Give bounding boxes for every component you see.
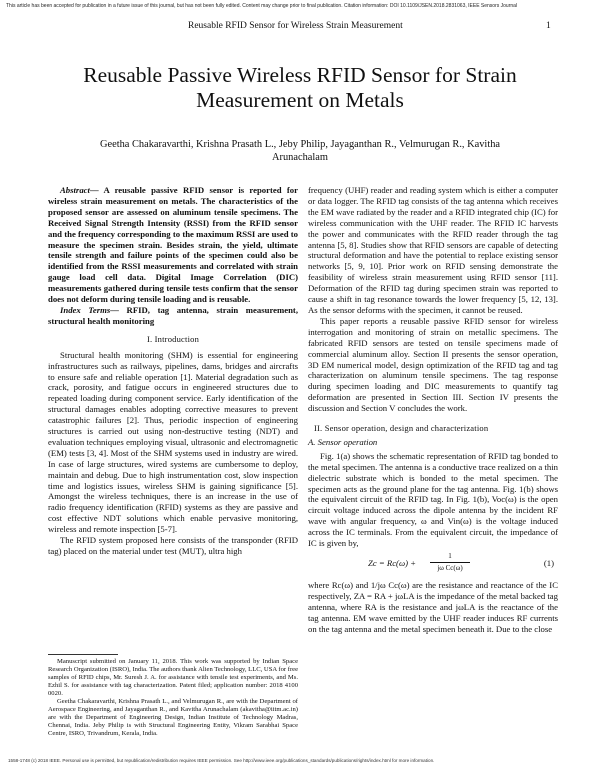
subsection-heading-a: A. Sensor operation (308, 436, 378, 447)
intro-paragraph-2: The RFID system proposed here consists of the transponder (RFID tag) placed on the material under test (MUT), ultra high (48, 535, 298, 556)
index-terms-label: Index Terms (60, 304, 111, 315)
index-terms: Index Terms— RFID, tag antenna, strain measurement, structural health monitoring (48, 304, 298, 326)
right-column (308, 185, 558, 635)
paper-title: Reusable Passive Wireless RFID Sensor for Strain Measurement on Metals (83, 63, 517, 112)
footnote-divider (48, 654, 118, 655)
footnote-paragraph-2: Geetha Chakaravarthi, Krishna Prasath L., and Velmurugan R., are with the Department of Aerospace Engineering, and Jayaganthan R., and Kavitha Arunachalam (akavitha@iitm.ac.in) are with the Department of Engineering Design, Indian Institute of Technology Madras, Chennai, India. Jeby Philip is with Structural Engineering Entity, Vikram Sarabhai Space Centre, ISRO, Trivandrum, Kerala, India. (48, 698, 298, 737)
index-terms-text: RFID, tag antenna, strain measurement, structural health monitoring (48, 304, 298, 326)
footnote-paragraph-1: Manuscript submitted on January 11, 2018. This work was supported by Indian Space Research Organization (ISRO), India. The authors thank Alien Technology, LLC, USA for free samples of RFID chips, Mr. Suresh J. A. for assistance with tensile test experiments, and Ms. Ezhil S. for assistance with tag characterization. Patent filed; application number: 2018 4100 0020. (48, 658, 298, 697)
equation-1 (308, 551, 558, 578)
equation-lhs: Zc = Rc(ω) + (368, 558, 417, 568)
equation-numerator: 1 (430, 551, 470, 563)
journal-notice: This article has been accepted for publication in a future issue of this journal, but has not been fully edited. Content may change prior to final publication. Citation information: DOI 10.1109/JSEN.2018.2831063, IEEE Sensors Journal (6, 3, 518, 9)
author-list: Geetha Chakaravarthi, Krishna Prasath L., Jeby Philip, Jayaganthan R., Velmurugan R., Kavitha Arunachalam (99, 139, 501, 163)
equation-number: (1) (543, 558, 554, 568)
section-heading-sensor-operation: II. Sensor operation, design and characterization (314, 423, 489, 434)
abstract: Abstract— A reusable passive RFID sensor is reported for wireless strain measurement on metals. The characteristics of the proposed sensor are assessed on aluminum tensile specimens. The Received Signal Strength Intensity (RSSI) from the RFID sensor and the frequency corresponding to the maximum RSSI are used to measure the specimen strain. Besides strain, the yield, ultimate tensile strength and failure points of the specimen could also be identified from the RSSI measurements and correlated with strain gauge load cell data. Digital Image Correlation (DIC) measurements gathered during tensile tests confirm that the sensor does not deform during tensile loading and is reusable. (48, 185, 298, 305)
footnote (48, 658, 298, 738)
running-header-title: Reusable RFID Sensor for Wireless Strain Measurement (188, 21, 403, 31)
equation-fraction (430, 551, 470, 574)
right-paragraph-4: where Rc(ω) and 1/jω Cc(ω) are the resistance and reactance of the IC respectively, ZA = RA + jωLA is the impedance of the metal backed tag antenna, where RA is the resistance and jωLA is the reactance of the tag antenna. EM wave emitted by the UHF reader induces RF currents on the tag antenna and the metal specimen beneath it. Due to the close (308, 580, 558, 634)
section-heading-introduction: I. Introduction (146, 333, 200, 344)
copyright-line: 1558-1748 (c) 2018 IEEE. Personal use is permitted, but republication/redistribution requires IEEE permission. See http://www.ieee.org/publications_standards/publications/rights/index.html for more information. (8, 758, 435, 763)
abstract-label: Abstract (60, 185, 90, 195)
running-header (0, 19, 600, 33)
right-paragraph-1: frequency (UHF) reader and reading system which is either a computer or data logger. The RFID tag consists of the tag antenna which receives the EM wave radiated by the reader and a RFID integrated chip (IC) for wireless communication with the UHF reader. The RFID IC harvests the power and communicates with the RFID reader through the tag antenna [5, 8]. Studies show that RFID sensors are capable of detecting structural deformation and have the potential to replace existing sensor networks [5, 9, 10]. Prior work on RFID sensing demonstrate the feasibility of wireless strain measurement using RFID sensor [11]. Deformation of the RFID tag during specimen strain was reported to cause a shift in tag resonance towards the lower frequency [5, 12, 13]. As the sensor deforms with the specimen, it cannot be reused. (308, 185, 558, 315)
abstract-text: A reusable passive RFID sensor is reported for wireless strain measurement on metals. The characteristics of the proposed sensor are assessed on aluminum tensile specimens. The Received Signal Strength Intensity (RSSI) from the RFID sensor and the frequency corresponding to the maximum RSSI are used to measure the specimen strain. Besides strain, the yield, ultimate tensile strength and failure points of the specimen could also be identified from the RSSI measurements and correlated with strain gauge load cell data. Digital Image Correlation (DIC) measurements gathered during tensile tests confirm that the sensor does not deform during tensile loading and is reusable. (48, 185, 298, 305)
intro-paragraph-1: Structural health monitoring (SHM) is essential for engineering infrastructures such as railways, pipelines, dams, bridges and aircrafts to ensure safe and reliable operation [1]. Material degradation such as crack, porosity, and fatigue occurs in engineered structures due to repeated loading during component service. Early identification of the structural damages enables adopting corrective measures to prevent catastrophic failures [2]. Thus, periodic inspection of engineering structures is carried out using non-destructive testing (NDT) and evaluation techniques employing visual, ultrasonic and electromagnetic (EM) tests [3, 4]. Most of the SHM systems used in industry are wired. In case of large structures, wired systems are cumbersome to deploy, maintain and debug. Due to high instrumentation cost, slow inspection time and logistics issues, wireless SHM is gaining significance [5]. Amongst the wireless techniques, there is an increase in the use of radio frequency identification (RFID) systems as they are passive and cost effective NDT solutions which enable pervasive monitoring, wireless and remote inspection [5-7]. (48, 349, 298, 535)
right-paragraph-3: Fig. 1(a) shows the schematic representation of RFID tag bonded to the metal specimen. The antenna is a conductive trace realized on a thin dielectric substrate which is bonded to the metal specimen. The specimen acts as the ground plane for the tag antenna. Fig. 1(b) shows the equivalent circuit of the RFID tag. In Fig. 1(b), Voc(ω) is the open circuit voltage induced across the dipole antenna by the incident RF wave with angular frequency, ω and Vin(ω) is the voltage induced across the IC terminals. From the equivalent circuit, the impedance of IC is given by, (308, 450, 558, 549)
right-paragraph-2: This paper reports a reusable passive RFID sensor for wireless interrogation and monitoring of strain on metallic specimens. The fabricated RFID sensors are tested on tensile specimens made of commercial aluminum alloy. Section II presents the sensor operation, 3D EM numerical model, design optimization of the RFID tag and tag characterization on aluminum tensile specimens. The tag response during specimen loading and DIC measurements to quantify tag deformation are presented in Section III. Section IV presents the discussion and Section V concludes the work. (308, 315, 558, 414)
equation-denominator: jω Cc(ω) (437, 563, 463, 572)
page-number: 1 (546, 21, 551, 31)
left-column (48, 185, 298, 557)
